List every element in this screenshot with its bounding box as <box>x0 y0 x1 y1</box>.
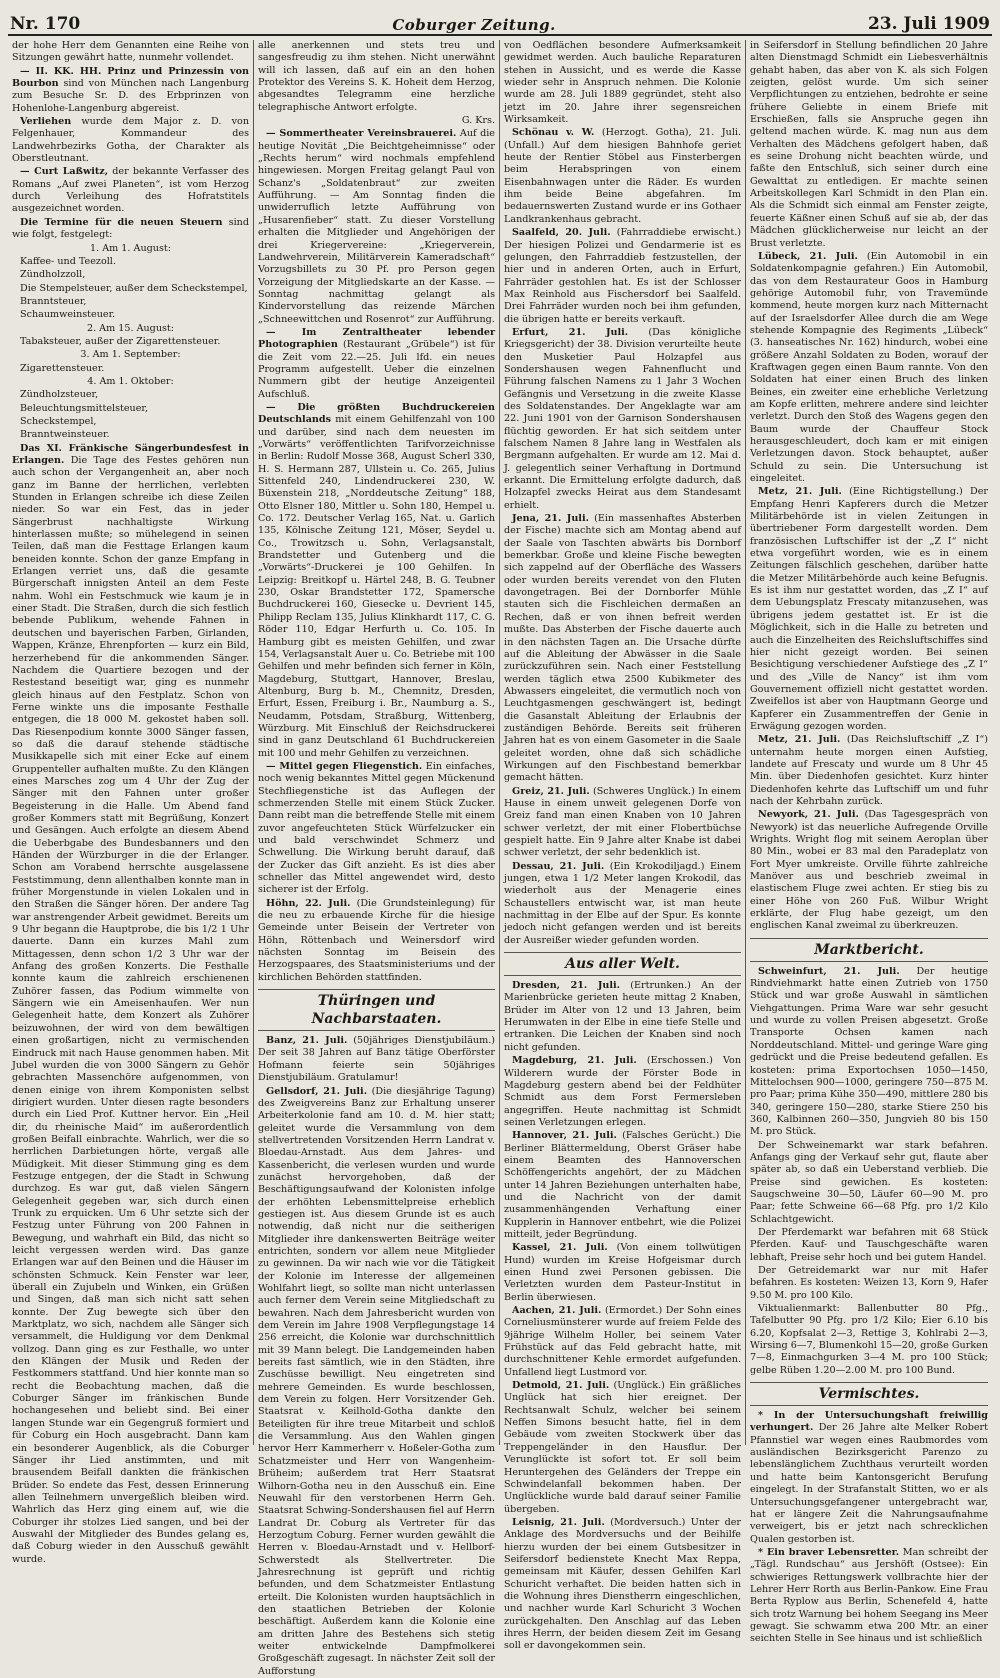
masthead <box>8 8 992 36</box>
article-text: wurde dem Major z. D. von Felgenhauer, Kommandeur des Landwehrbezirks Gotha, der Charakter als Oberstleutnant. <box>12 116 249 164</box>
article <box>258 761 495 897</box>
article-text: (Ertrunken.) An der Marienbrücke gerieten heute mittag 2 Knaben, Brüder im Alter von 12 und 13 Jahren, beim Herumwaten in der Elbe in eine tiefe Stelle und ertranken. Die Leichen der Knaben sind noch nicht gefunden. <box>504 980 741 1053</box>
article-text: Der Schweinemarkt war stark befahren. Anfangs ging der Verkauf sehr gut, flaute aber später ab, so daß ein Ueberstand verblieb. Die Preise sind gewichen. Es kosteten: Saugschweine 30—50, Läufer 60—90 M. pro Paar; fette Schweine 66—68 Pfg. pro 1/2 Kilo Schlachtgewicht. <box>750 1140 988 1226</box>
article-text: (Von einem tollwütigen Hund) wurden im Kreise Hofgeismar durch einen Hund zwei Personen gebissen. Die Verletzten wurden dem Pasteur-Institut in Berlin überwiesen. <box>504 1242 741 1302</box>
article <box>504 1130 741 1241</box>
article-text: (Erschossen.) Von Wilderern wurde der Förster Bode in Magdeburg gestern abend bei der Feldhüter Schmidt aus dem Forst Fermersleben angegriffen. Heute nachmittag ist Schmidt seinen Verletzungen erlegen. <box>504 1055 741 1128</box>
tax-item: Beleuchtungsmittelsteuer, <box>12 403 249 415</box>
article-headline: Verliehen <box>20 116 71 127</box>
article-text: Auf die heutige Novität „Die Beichtgeheimnisse“ oder „Rechts herum“ wird nochmals empfehlend hingewiesen. Morgen Freitag gelangt Paul von Schanz's „Soldatenbraut“ zur zweiten Aufführung. — Am Sonntag finden die unwiderruflich letzte Aufführung von „Husarenfieber“ statt. Zu dieser Vorstellung erhalten die Mitglieder und Angehörigen der drei Kriegervereine: „Kriegerverein, Landwehrverein, Militärverein Kameradschaft“ Vorzugsbillets zu 30 Pf. pro Person gegen Vorzeigung der Mitgliedskarte an der Kasse. — Sonntag nachmittag gelangt als Kindervorstellung das reizende Märchen „Schneewittchen und Rosenrot“ zur Aufführung. <box>258 128 495 324</box>
article <box>258 1035 495 1084</box>
column-2 <box>254 40 500 1445</box>
tax-item: Zündholzzoll, <box>12 269 249 281</box>
article <box>504 327 741 512</box>
article <box>504 1305 741 1379</box>
article <box>504 227 741 326</box>
article-text: (Ein Automobil in ein Soldatenkompagnie gefahren.) Ein Automobil, das von dem Restaurateur Goos in Hamburg gehörige Automobil fuhr, von Travemünde kommend, heute morgen kurz nach Mitternacht auf der Israelsdorfer Allee durch die am Wege stehende Kompagnie des Regiments „Lübeck“ (3. hanseatisches Nr. 162) hindurch, wobei eine größere Anzahl Soldaten zu Boden, worauf der Kraftwagen gegen einen Baum rannte. Von den Soldaten hat einer einen Bruch des linken Beines, ein zweiter eine erhebliche Verletzung am Kopfe erlitten, mehrere andere sind leichter verletzt. Durch den Stoß des Wagens gegen den Baum wurde der Chauffeur Stock herausgeschleudert, doch kam er mit einigen Verletzungen davon. Stock behauptet, außer Schuld zu sein. Die Untersuchung ist eingeleitet. <box>750 251 988 484</box>
tax-date: 1. Am 1. August: <box>12 243 249 255</box>
section-heading: Aus aller Welt. <box>504 952 741 976</box>
article-text: Viktualienmarkt: Ballenbutter 80 Pfg., Tafelbutter 90 Pfg. pro 1/2 Kilo; Eier 6.10 bis 6.20, Kopfsalat 2—3, Rettige 3, Kohlrabi 2—3, Wirsing 6—7, Blumenkohl 15—20, große Gurken 7—8, Einmachgurken 3—4 M. pro 100 Stück; gelbe Rüben 1.20—2.00 M. pro 100 Bund. <box>750 1303 988 1377</box>
article <box>750 809 988 932</box>
article-headline: Jena, 21. Juli. <box>512 513 589 524</box>
article-headline: Die Termine für die neuen Steuern <box>20 217 223 228</box>
article <box>750 486 988 733</box>
article-text: (Das königliche Kriegsgericht) der 38. Division verurteilte heute den Musketier Paul Holzapfel aus Sondershausen wegen Fahnenflucht und Führung falschen Namens zu 1 Jahr 3 Wochen Gefängnis und Versetzung in die zweite Klasse des Soldatenstandes. Der Angeklagte war am 22. Juni 1901 von der Garnison Sondershausen flüchtig geworden. Er hat sich seitdem unter falschem Namen 8 Jahre lang in Westfalen als Bergmann aufgehalten. Er wurde am 12. Mai d. J. gelegentlich seiner Verhaftung in Dortmund erkannt. Die Ermittelung erfolgte dadurch, daß Holzapfel zwecks Heirat aus dem Standesamt erhielt. <box>504 327 741 511</box>
article <box>12 166 249 215</box>
article-headline: — Die größten Buchdruckereien Deutschlands <box>258 402 495 425</box>
article-headline: Dresden, 21. Juli. <box>512 980 620 991</box>
article-text: (Das Reichsluftschiff „Z I“) unternahm heute morgen einen Aufstieg, landete auf Frescaty und wurde um 8 Uhr 45 Min. über Diedenhofen gesichtet. Kurz hinter Diedenhofen kehrte das Luftschiff um und fuhr nach der Kehrbahn zurück. <box>750 734 988 807</box>
article-headline: * Ein braver Lebensretter. <box>758 1547 899 1558</box>
article-headline: Leisnig, 21. Juli. <box>512 1517 605 1528</box>
article-headline: Lübeck, 21. Juli. <box>758 251 858 262</box>
article-headline: Magdeburg, 21. Juli. <box>512 1055 637 1066</box>
article-text: (Das Tagesgespräch von Newyork) ist das neuerliche Aufregende Orville Wrights. Wright flog mit seinem Aeroplan über 80 Min., wobei er 83 mal den Paradeplatz von Fort Myer umkreiste. Orville führte zahlreiche Manöver aus und beschrieb zweimal in elastischem Fluge zwei achten. Er stieg bis zu einer Höhe von 260 Fuß. Wilbur Wright erklärte, der Flug habe gezeigt, um den englischen Kanal zweimal zu überkreuzen. <box>750 809 988 931</box>
article-text: sind von München nach Langenburg zum Besuche Sr. D. des Erbprinzen von Hohenlohe-Langenburg abgereist. <box>12 78 249 114</box>
article-text: Ein einfaches, noch wenig bekanntes Mittel gegen Mückenund Stechfliegenstiche ist das Auflegen der schmerzenden Stelle mit einem Stück Zucker. Dann reibt man die betreffende Stelle mit einem zuvor angefeuchteten Stück Würfelzucker ein und bald verschwindet Schmerz und Schwellung. Die Wirkung beruht darauf, daß der Zucker das Gift anzieht. Es ist dies aber schneller das Mittel angewendet wird, desto sicherer ist der Erfolg. <box>258 761 495 895</box>
article-text: (Falsches Gerücht.) Die Berliner Blättermeldung, Oberst Gräser habe einem Beamten des Hannoverschen Schöffengerichts angehört, der zu Mädchen unter 14 Jahren Beziehungen unterhalten habe, und die Nachricht von der damit zusammenhängenden Verhaftung einer Kupplerin in Hannover entbehrt, wie die Polizei mitteilt, jeder Begründung. <box>504 1130 741 1240</box>
article-text: (Die Grundsteinlegung) für die neu zu erbauende Kirche für die hiesige Gemeinde unter Beisein der Vertreter von Höhn, Röttenbach und Weinersdorf wird nächsten Sonntag im Beisein des Herzogspaares, des Staatsministeriums und der kirchlichen Behörden stattfinden. <box>258 898 495 983</box>
article-signature: G. Krs. <box>258 115 495 127</box>
article-text: (50jähriges Dienstjubiläum.) Der seit 38 Jahren auf Banz tätige Oberförster Hofmann feierte sein 50jähriges Dienstjubiläum. Gratulamur! <box>258 1035 495 1083</box>
tax-item: Schaumweinsteuer. <box>12 309 249 321</box>
article-headline: — Im Zentraltheater lebender Photographien <box>258 327 495 350</box>
article-headline: Das XI. Fränkische Sängerbundesfest in Erlangen. <box>12 443 249 466</box>
article-text: mit einem Gehilfenzahl von 100 und darüber, sind nach dem neuesten im „Vorwärts“ veröffentlichten Tarifvorzeichnisse in Berlin: Rudolf Mosse 368, August Scherl 330, H. S. Hermann 287, Ullstein u. Co. 265, Julius Sittenfeld 240, Lindendruckerei 230, W. Büxenstein 218, „Norddeutsche Zeitung“ 188, Otto Elsner 180, Mittler u. Sohn 180, Hempel u. Co. 172. Deutscher Verlag 165, Nat. u. Garlich 135, Kölnische Zeitung 121, Möser, Seydel u. Co., Trowitzsch u. Sohn, Verlagsanstalt, Brandstetter und Gutenberg und die „Vorwärts“-Druckerei je 100 Gehilfen. In Leipzig: Breitkopf u. Härtel 248, B. G. Teubner 230, Oskar Brandstetter 172, Spamersche Buchdruckerei 160, Giesecke u. Devrient 145, Philipp Reclam 135, Julius Klinkhardt 117, C. G. Röder 110, Edgar Herfurth u. Co. 105. In Hamburg gibt es meisten Gehilfen, und zwar 154, Verlagsanstalt Auer u. Co. Betriebe mit 100 Gehilfen und mehr befinden sich ferner in Köln, Magdeburg, Stuttgart, Hannover, Breslau, Altenburg, Burg b. M., Chemnitz, Dresden, Erfurt, Essen, Freiburg i. Br., Naumburg a. S., Neudamm, Potsdam, Straßburg, Wittenberg, Würzburg. Mit Einschluß der Reichsdruckerei sind in ganz Deutschland 61 Buchdruckereien mit 100 und mehr Gehilfen zu verzeichnen. <box>258 414 495 758</box>
article-text: (Fahrraddiebe erwischt.) Der hiesigen Polizei und Gendarmerie ist es gelungen, den Fahrraddieb festzustellen, der hier und in anderen Orten, auch in Erfurt, Fahrräder gestohlen hat. Es ist der Schlosser Max Reinhold aus Fischersdorf bei Saalfeld. Drei Fahrräder wurden noch bei ihm gefunden, die übrigen hatte er bereits verkauft. <box>504 227 741 324</box>
article <box>750 966 988 1139</box>
article <box>750 734 988 808</box>
article-text: der bekannte Verfasser des Romans „Auf zwei Planeten“, ist vom Herzog durch Verleihung des Hofratstitels ausgezeichnet worden. <box>12 166 249 214</box>
article-headline: — II. KK. HH. Prinz und Prinzessin von Bourbon <box>12 66 249 89</box>
article-text: (Schweres Unglück.) In einem Hause in einem unweit gelegenen Dorfe von Greiz fand man einen Knaben von 10 Jahren schwer verletzt, der mit einer Flobertbüchse gespielt hatte. Ein 9 Jahre alter Knabe ist dabei schwer verletzt, der sehr bedenklich ist. <box>504 786 741 859</box>
article-headline: Greiz, 21. Juli. <box>512 786 590 797</box>
column-3 <box>500 40 746 1445</box>
article-text: (Ein Krokodiljagd.) Einem jungen, etwa 1 1/2 Meter langen Krokodil, das wiederholt aus der Menagerie eines Schaustellers entwischt war, ist man heute nachmittag in der Elbe auf der Spur. Es konnte jedoch nicht gefangen werden und ist bereits der Ausreißer wieder gefunden worden. <box>504 861 741 946</box>
article <box>12 66 249 115</box>
article-text: Der Getreidemarkt war nur mit Hafer befahren. Es kosteten: Weizen 13, Korn 9, Hafer 9.50 M. pro 100 Kilo. <box>750 1265 988 1302</box>
tax-item: Scheckstempel, <box>12 416 249 428</box>
article-headline: Metz, 21. Juli. <box>758 734 840 745</box>
article-headline: Newyork, 21. Juli. <box>758 809 859 820</box>
issue-number: Nr. 170 <box>10 14 80 34</box>
article-headline: Gellsdorf, 21. Juli. <box>266 1086 367 1097</box>
section-heading: Thüringen und Nachbarstaaten. <box>258 989 495 1031</box>
article-text: (Ermordet.) Der Sohn eines Corneliusmünsterer wurde auf freiem Felde des 9jährige Wilhelm Holler, bei seinem Vater Frühstück auf das Feld gebracht hatte, mit durchschnittener Kehle ermordet aufgefunden. Unfallend liegt Lustmord vor. <box>504 1305 741 1378</box>
article-headline: — Sommertheater Vereinsbrauerei. <box>266 128 456 139</box>
article-text: (Unglück.) Ein gräßliches Unglück hat sich hier ereignet. Der Rechtsanwalt Schulz, welcher bei seinem Neffen Simons besucht hatte, fiel in dem Gebäude vom zweiten Stockwerk über das Treppengeländer in den Hausflur. Der Verunglückte ist sofort tot. Er soll beim Heruntergehen des Geländers der Treppe ein Schwindelanfall bekommen haben. Der Unglückliche wurde bald darauf seiner Familie übergeben. <box>504 1380 741 1514</box>
article-headline: Banz, 21. Juli. <box>266 1035 347 1046</box>
article-text: sind wie folgt, festgelegt: <box>12 217 249 240</box>
tax-date: 2. Am 15. August: <box>12 323 249 335</box>
article <box>504 1517 741 1653</box>
article <box>504 786 741 860</box>
article-headline: Höhn, 22. Juli. <box>266 898 350 909</box>
article-text: alle anerkennen und stets treu und sangesfreudig zu ihm stehen. Nicht unerwähnt will ich lassen, daß auf ein an den hohen Protektor des Vereins S. K. Hoheit dem Herzog, abgesandtes Telegramm eine herzliche telegraphische Antwort erfolgte. <box>258 40 495 114</box>
tax-item: Branntsteuer, <box>12 296 249 308</box>
tax-item: Die Stempelsteuer, außer dem Scheckstempel, <box>12 283 249 295</box>
article-text: (Eine Richtigstellung.) Der Empfang Henri Kapferers durch die Metzer Militärbehörde ist in vielen Zeitungen in übertriebener Form dargestellt worden. Dem französischen Luftschiffer ist der „Z I“ nicht etwa vorgeführt worden, wie es in einem Zeitungen fälschlich geschehen, darüber hatte die Metzer Militärbehörde auch keine Befugnis. Es ist ihm nur gestattet worden, das „Z I“ auf dem Uebungsplatz Frescaty mitanzusehen, was übrigens jedem gestattet ist. Er ist die Möglichkeit, sich in die Halle zu betreten und auch die Einzelheiten des Reichsluftschiffes sind hier nicht gezeigt worden. Bei seinen Besichtigung verschiedener Aufstiege des „Z I“ und des „Ville de Nancy“ ist ihm vom Gouvernement offiziell nicht gestattet worden. Zweifellos ist aber von Hauptmann George und Kapferer ein Zusammentreffen der Genie in Erwägung gezogen worden. <box>750 486 988 732</box>
tax-item: Zigarettensteuer. <box>12 363 249 375</box>
tax-date: 4. Am 1. Oktober: <box>12 376 249 388</box>
article-headline: Hannover, 21. Juli. <box>512 1130 617 1141</box>
article-text: in Seifersdorf in Stellung befindlichen 20 Jahre alten Dienstmagd Schmidt ein Liebesverhältnis gehabt haben, das aber von K. als sich Folgen zeigten, gelöst wurde. Um sich seiner Verpflichtungen zu entziehen, bedrohte er seine frühere Geliebte in einem Briefe mit Erschießen, falls sie Anspruche gegen ihn geltend machen würde. K. mag nun aus dem Verhalten des Mädchens gefolgert haben, daß es seine Drohung nicht beachten würde, und faßte den Entschluß, sich seiner durch eine Gewalttat zu entledigen. Er machte seinen Arbeitskollegen Karl Schmidt in den Plan ein. Als die Schmidt sich einmal am Fenster zeigte, feuerte Käßner einen Schuß auf sie ab, der das Mädchen glücklicherweise nur leicht an der Brust verletzte. <box>750 40 988 250</box>
article-text: (Die diesjährige Tagung) des Zweigvereins Banz zur Erhaltung unserer Arbeiterkolonie fand am 10. d. M. hier statt; geleitet wurde die Versammlung von dem stellvertretenden Vorsitzenden Herrn Landrat v. Bloedau-Arnstadt. Aus dem Jahres- und Kassenbericht, die verlesen wurden und wurde zunächst hervorgehoben, daß der Beschäftigungsaufwand der Kolonisten infolge der erhöhten Lebensmittelpreise erheblich gestiegen ist. Aus diesem Grunde ist es auch notwendig, daß nicht nur die seitherigen Mitglieder ihre dankenswerten Beiträge weiter entrichten, sondern vor allem neue Mitglieder zu gewinnen. Da wir nach wie vor die Tätigkeit der Kolonie im Interesse der allgemeinen Wohlfahrt liegt, so sollte man nicht unterlassen auch ferner dem Verein seine Mitgliedschaft zu bewahren. Nach dem Jahresbericht wurden von dem Verein im Jahre 1908 Verpflegungstage 14 256 erreicht, die Kolonie war durchschnittlich mit 39 Mann belegt. Die Landgemeinden haben bereits fast sämtlich, wie in den Städten, ihre Zuschüsse bewilligt. Neu eingetreten sind mehrere Gemeinden. Es wurde beschlossen, dem Verein zu folgen. Herr Vorsitzender Geh. Staatsrat v. Keilhold-Gotha dankte den Beteiligten für ihre treue Mitarbeit und schloß die Versammlung. Aus den Wahlen gingen hervor Herr Kammerherr v. Hoßeler-Gotha zum Schatzmeister und Herr von Wangenheim-Brüheim; außerdem trat Herr Staatsrat Wilhorn-Gotha neu in den Ausschuß ein. Eine Neuwahl für den verstorbenen Herrn Geh. Staatsrat Schwing-Sondershausen fiel auf Herrn Landrat Dr. Coburg als Vertreter für das Herzogtum Coburg. Ferner wurden gewählt die Herren v. Bloedau-Arnstadt und v. Hellborf-Schwerstedt als Stellvertreter. Die Jahresrechnung ist geprüft und richtig befunden, und dem Schatzmeister Entlastung erteilt. Die Kolonisten wurden hauptsächlich in den staatlichen Betrieben der Kolonie beschäftigt. Außerdem kann die Kolonie eine am dritten Jahre des Bestehens sich stetig weiter entwickelnde Dampfmolkerei Großgeschäft zugesagt. In nächster Zeit soll der Aufforstung <box>258 1086 495 1677</box>
article <box>12 116 249 165</box>
column-4 <box>746 40 992 1445</box>
article <box>258 327 495 401</box>
newspaper-title: Coburger Zeitung. <box>392 16 556 34</box>
article-headline: — Curt Laßwitz, <box>20 166 108 177</box>
article-headline: Schönau v. W. <box>512 127 594 138</box>
article-text: der hohe Herr dem Genannten eine Reihe von Sitzungen gewährt hatte, nunmehr vollendet. <box>12 40 249 65</box>
article-headline: * In der Untersuchungshaft freiwillig verhungert. <box>750 1410 988 1433</box>
article-text: von Oedflächen besondere Aufmerksamkeit gewidmet werden. Auch bauliche Reparaturen stehen in Aussicht, und es werde die Kasse wieder sehr in Anspruch nehmen. Die Kolonie wurde am 28. Juli 1889 gegründet, steht also jetzt im 20. Jahre ihrer segensreichen Wirksamkeit. <box>504 40 741 126</box>
article <box>750 251 988 486</box>
article <box>504 1380 741 1516</box>
article-text: Man schreibt der „Tägl. Rundschau“ aus Jershöft (Ostsee): Ein schwieriges Rettungswerk vollbrachte hier der Lehrer Herr Rorth aus Berlin-Pankow. Eine Frau Berta Ryplow aus Berlin, Schenefeld 4, hatte sich trotz Warnung bei hohem Seegang ins Meer gewagt. Sie schwamm etwa 200 Mtr. an einer seichten Stelle in See hinaus und ist schließlich <box>750 1547 988 1644</box>
article <box>258 402 495 760</box>
tax-item: Zündholzsteuer, <box>12 389 249 401</box>
article-text: Die Tage des Festes gehören nun auch schon der Vergangenheit an, aber noch ganz im Banne der herrlichen, verlebten Stunden in Erlangen schreibe ich diese Zeilen nieder. So war ein Fest, das in jeder Sängerbrust nachhaltigste Wirkung hinterlassen mußte; so mühelegend in seinen Teilen, daß man die Festtage Erlangen kaum beneiden konnte. Schon der ganze Empfang in Erlangen verriet uns, daß die gesamte Bürgerschaft innigsten Anteil an dem Feste nahm. Wohl ein Festschmuck wie kaum je in einer Stadt. Die Straßen, durch die sich festlich bebende Publikum, wehende Fahnen in deutschen und bayerischen Farben, Girlanden, Wappen, Kränze, Ehrenpforten — kurz ein Bild, herzerhebend für die ankommenden Sänger. Nachdem die Quartiere bezogen und der Restestand beseitigt war, ging es nunmehr gleich hinaus auf den Festplatz. Schon von Ferne winkte uns die imposante Festhalle entgegen, die 18 000 M. gekostet haben soll. Das Riesenpodium konnte 3000 Sänger fassen, so daß die darauf stehende städtische Musikkapelle sich mit einer Ecke auf einem Gruppenteller aufhalten mußte. Zu den Klängen eines Marsches zog um 4 Uhr der Zug der Sänger mit den Fahnen unter großer Begeisterung in die Halle. Um Abend fand großer Kommers statt mit Begrüßung, Konzert und Gesängen. Auch erfolgte an diesem Abend die Ueberbgabe des Bundesbanners und den Händen der Würzburger in die der Erlanger. Schon am Vorabend herrschte ausgelassene Feststimmung, denn allenthalben konnte man in früher Morgenstunde in vielen Lokalen und in den Straßen die Sänger hören. Der andere Tag war anstrengender Arbeit gewidmet. Bereits um 9 Uhr begann die Hauptprobe, die bis 1/2 1 Uhr dauerte. Dann ein kurzes Mahl zum Mittagessen, denn schon 1/2 3 Uhr war der Anfang des großen Konzerts. Die Festhalle konnte kaum die zahlreich erschienenen Zuhörer fassen, das Podium wimmelte von Sängern wie ein Ameisenhaufen. Wer nun Gelegenheit hatte, dem Konzert als Zuhörer beizuwohnen, der wird von dem bewältigen einen großartigen, nicht zu vermischenden Eindruck mit nach Hause genommen haben. Mit Jubel wurden die von 3000 Sängern zu Gehör gebrachten Massenchöre aufgenommen, von denen einige von ihrem Komponisten selbst dirigiert wurden. Unter diesen ragte besonders durch ein Lied Prof. Kuttner hervor. Ein „Heil dir, du rheinische Maid“ im außerordentlich großen Beifall einbrachte. Wahrlich, wer die so herrlichen Darbietungen hörte, vergaß alle Müdigkeit. Mit dieser Stimmung ging es dem Festzuge entgegen, der die Stadt in Schwung durchzog. Es war gut, daß vielen Sängern Gelegenheit gegeben war, sich durch einen Trunk zu erquicken. Um 6 Uhr setzte sich der Festzug unter Führung von 200 Fahnen in Bewegung, und wahrhaft ein Bild, das nicht so leicht vergessen werden wird. Das ganze Erlangen war auf den Beinen und die Häuser im schönsten Schmuck. Kein Fenster war leer, überall ein Zujubeln und Winken, ein Grüßen und Singen, daß man sich nicht satt sehen konnte. Der Zug bewegte sich über den Marktplatz, wo sich, nachdem alle Sänger sich versammelt, die Huldigung vor dem Denkmal vollzog. Dann ging es zur Festhalle, wo unter den Klängen der Musik und Reden der Festkommers stattfand. Und hier konnte man so recht die Beobachtung machen, daß die Coburger Sänger im fränkischen Bunde hochangesehen und beliebt sind. Bei einer langen Stunde war ein Gegengruß formiert und für Coburg ein Hoch ausgebracht. Dann kam ein besonderer Augenblick, als die Coburger Sänger ihr Lied anstimmten, und mit brausendem Beifall dankten die fränkischen Brüder. So endete das Fest, dessen Erinnerung allen Teilnehmern unvergeßlich bleiben wird. Wahrlich das Herz ging einem auf, wie die Coburger ihr stolzes Lied sangen, und bei der Auswahl der Mitglieder des Bundes gelang es, daß Coburg wieder in den Ausschuß gewählt wurde. <box>12 455 249 1565</box>
column-1 <box>8 40 254 1445</box>
article-text: (Restaurant „Grübele“) ist für die Zeit vom 22.—25. Juli lfd. ein neues Programm aufgestellt. Ueber die einzelnen Nummern gibt der heutige Anzeigenteil Aufschluß. <box>258 339 495 399</box>
article-headline: Saalfeld, 20. Juli. <box>512 227 611 238</box>
article <box>504 1055 741 1129</box>
article <box>504 513 741 785</box>
article-headline: Schweinfurt, 21. Juli. <box>758 966 900 977</box>
section-heading: Marktbericht. <box>750 938 988 962</box>
article-headline: Kassel, 21. Juli. <box>512 1242 608 1253</box>
article-text: Der 26 Jahre alte Melker Robert Pfannstiel war wegen eines Raubmordes vom ausländischen Bezirksgericht Parenzo zu lebenslänglichem Zuchthaus verurteilt worden und hatte beim Kantonsgericht Berufung eingelegt. In der Strafanstalt Stitten, wo er als Untersuchungsgefangener untergebracht war, hat er längere Zeit die Nahrungsaufnahme verweigert, bis er jetzt nach schrecklichen Qualen gestorben ist. <box>750 1422 988 1544</box>
tax-item: Kaffee- und Teezoll. <box>12 256 249 268</box>
article-text: Der heutige Rindviehmarkt hatte einen Zutrieb von 1750 Stück und war große Auswahl in sämtlichen Viehgattungen. Prima Ware war sehr gesucht und wurde zu vollen Preisen abgesetzt. Große Transporte Ochsen kamen nach Norddeutschland. Mittel- und geringe Ware ging gedrückt und die Preise bedeutend gefallen. Es kosteten: prima Exportochsen 1050—1450, Mittelochsen 900—1000, geringere 750—875 M. pro Paar; prima Kühe 350—490, mittlere 280 bis 340, geringere 150—280, starke Stiere 250 bis 360, Kalbinnen 260—350, Jungvieh 80 bis 150 M. pro Stück. <box>750 966 988 1137</box>
article <box>12 443 249 1566</box>
article <box>504 861 741 947</box>
issue-date: 23. Juli 1909 <box>868 14 990 34</box>
article-headline: Metz, 21. Juli. <box>758 486 842 497</box>
article-text: (Ein massenhaftes Absterben der Fische) machte sich am Montag abend auf der Saale von Taschten abwärts bis Dornborf bemerkbar. Große und kleine Fische bewegten sich zappelnd auf der Oberfläche des Wassers oder wurden bereits verendet von den Fluten davongetragen. Bei der Dornborfer Mühle stauten sich die Fischleichen dermaßen an Rechen, daß er von ihnen befreit werden mußte. Das Absterben der Fische dauerte auch in den nächsten Tagen an. Die Ursache dürfte auf die Ableitung der Abwässer in die Saale zurückzuführen sein. Nach einer Feststellung werden täglich etwa 2500 Kubikmeter des Abwassers eingeleitet, die vermutlich noch von Leuchtgasmengen geschwängert ist, bedingt die Gasanstalt Ableitung der Erlaubnis der zuständigen Behörde. Bereits seit früheren Jahren hat es von einem Gasometer in die Saale geleitet worden, ohne daß sich schädliche Wirkungen auf den Fischbestand bemerkbar gemacht hätten. <box>504 513 741 783</box>
section-heading: Vermischtes. <box>750 1382 988 1406</box>
article-headline: — Mittel gegen Fliegenstich. <box>266 761 422 772</box>
article <box>504 127 741 226</box>
article-headline: Detmold, 21. Juli. <box>512 1380 609 1391</box>
tax-item: Tabaksteuer, außer der Zigarettensteuer. <box>12 336 249 348</box>
article <box>504 980 741 1054</box>
article <box>258 1086 495 1678</box>
tax-date: 3. Am 1. September: <box>12 349 249 361</box>
article-headline: Aachen, 21. Juli. <box>512 1305 601 1316</box>
article-text: (Herzogt. Gotha), 21. Juli. (Unfall.) Auf dem hiesigen Bahnhofe geriet heute der Rentier Stöbel aus Finsterbergen beim Herabspringen von einem Eisenbahnwagen unter die Räder. Es wurden ihm beide Beine abgefahren. Im bedauernswerten Zustand wurde er ins Gothaer Landkrankenhaus gebracht. <box>504 127 741 224</box>
article <box>258 128 495 326</box>
article-text: (Mordversuch.) Unter der Anklage des Mordversuchs und der Beihilfe hierzu wurden der bei einem Gutsbesitzer in Seifersdorf bedienstete Knecht Max Reppa, gemeinsam mit Käufer, dessen Gehilfen Karl Schuricht verhaftet. Die beiden hatten sich in die Wohnung ihres Dienstherrn eingeschlichen, und nachher wurde Karl Schuricht 3 Wochen zurückgehalten. Den Anschlag auf das Leben ihres Herrn, der beiden diesem Zeit im Gesang soll er davongekommen sein. <box>504 1517 741 1651</box>
tax-item: Branntweinsteuer. <box>12 429 249 441</box>
article <box>750 1547 988 1646</box>
article <box>12 217 249 242</box>
article-text: Der Pferdemarkt war befahren mit 68 Stück Pferden. Kauf- und Tauschgeschäfte waren lebhaft, Preise sehr hoch und bei gutem Handel. <box>750 1227 988 1264</box>
article-headline: Dessau, 21. Juli. <box>512 861 604 872</box>
columns <box>8 40 992 1445</box>
article <box>258 898 495 984</box>
article <box>750 1410 988 1546</box>
article-headline: Erfurt, 21. Juli. <box>512 327 628 338</box>
article <box>504 1242 741 1304</box>
